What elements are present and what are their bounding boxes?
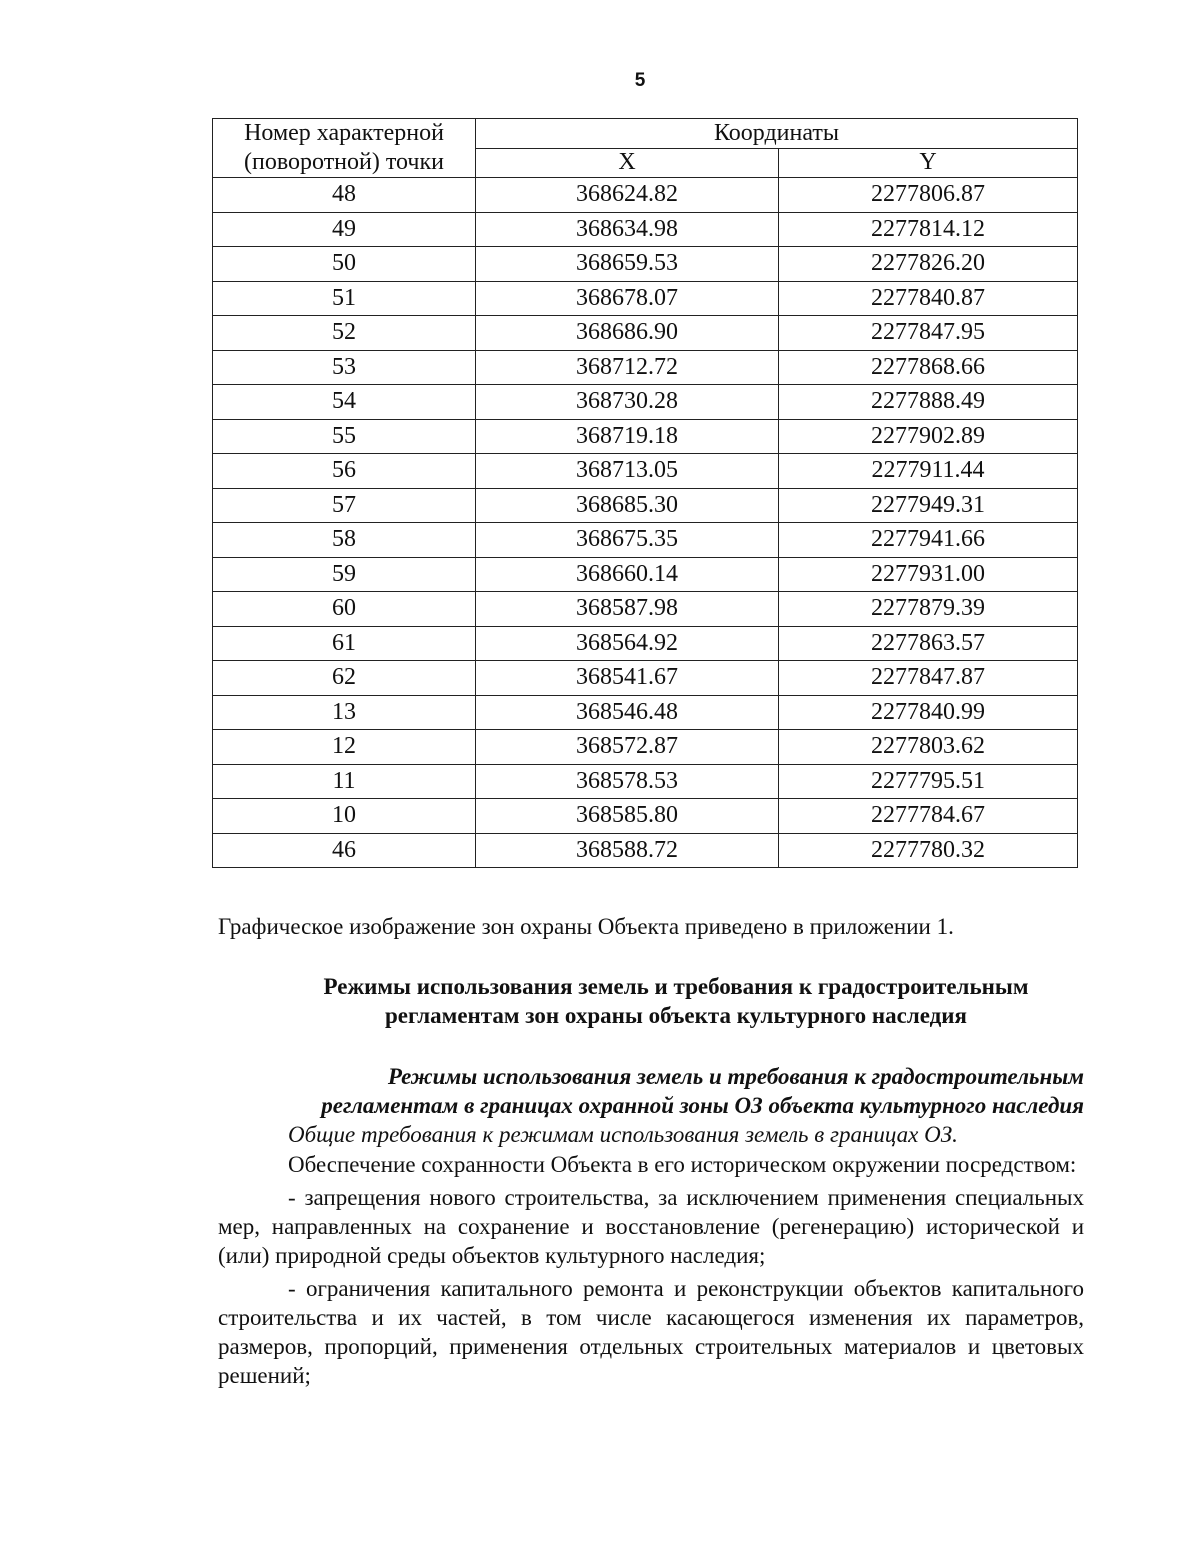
table-row <box>213 488 1078 523</box>
cell-x: 368634.98 <box>476 212 779 247</box>
cell-point: 49 <box>213 212 476 247</box>
table-row <box>213 523 1078 558</box>
x-header: X <box>476 148 779 178</box>
cell-y: 2277784.67 <box>779 799 1078 834</box>
cell-x: 368587.98 <box>476 592 779 627</box>
cell-x: 368659.53 <box>476 247 779 282</box>
table-row <box>213 626 1078 661</box>
cell-x: 368730.28 <box>476 385 779 420</box>
section-heading-line2: регламентам зон охраны объекта культурного наследия <box>384 1003 968 1028</box>
cell-y: 2277949.31 <box>779 488 1078 523</box>
cell-x: 368686.90 <box>476 316 779 351</box>
cell-y: 2277941.66 <box>779 523 1078 558</box>
cell-y: 2277840.99 <box>779 695 1078 730</box>
coordinates-header: Координаты <box>476 119 1078 149</box>
table-row <box>213 764 1078 799</box>
cell-point: 57 <box>213 488 476 523</box>
cell-point: 52 <box>213 316 476 351</box>
point-header-line1: Номер характерной <box>244 120 444 146</box>
cell-y: 2277840.87 <box>779 281 1078 316</box>
cell-point: 59 <box>213 557 476 592</box>
cell-x: 368719.18 <box>476 419 779 454</box>
body-text <box>218 1150 1084 1394</box>
table-row <box>213 212 1078 247</box>
cell-point: 54 <box>213 385 476 420</box>
cell-point: 12 <box>213 730 476 765</box>
cell-y: 2277863.57 <box>779 626 1078 661</box>
cell-point: 62 <box>213 661 476 696</box>
paragraph: Обеспечение сохранности Объекта в его историческом окружении посредством: <box>288 1152 1077 1177</box>
subsection-heading-line1: Режимы использования земель и требования к градостроительным <box>387 1064 1084 1089</box>
section-heading-line1: Режимы использования земель и требования к градостроительным <box>323 974 1029 999</box>
table-row <box>213 557 1078 592</box>
table-row <box>213 454 1078 489</box>
cell-x: 368564.92 <box>476 626 779 661</box>
cell-point: 61 <box>213 626 476 661</box>
paragraph: - ограничения капитального ремонта и реконструкции объектов капитального строительства и их частей, в том числе касающегося изменения их параметров, размеров, пропорций, применения отдельных строительных материалов и цветовых решений; <box>218 1276 1084 1388</box>
table-row <box>213 695 1078 730</box>
table-row <box>213 350 1078 385</box>
cell-x: 368588.72 <box>476 833 779 868</box>
table-row <box>213 661 1078 696</box>
cell-x: 368624.82 <box>476 178 779 213</box>
table-row <box>213 178 1078 213</box>
cell-y: 2277847.95 <box>779 316 1078 351</box>
table-row <box>213 799 1078 834</box>
cell-point: 51 <box>213 281 476 316</box>
cell-point: 10 <box>213 799 476 834</box>
table-row <box>213 385 1078 420</box>
cell-point: 55 <box>213 419 476 454</box>
y-header: Y <box>779 148 1078 178</box>
cell-point: 53 <box>213 350 476 385</box>
cell-point: 50 <box>213 247 476 282</box>
appendix-caption: Графическое изображение зон охраны Объекта приведено в приложении 1. <box>218 914 954 939</box>
cell-y: 2277814.12 <box>779 212 1078 247</box>
cell-y: 2277826.20 <box>779 247 1078 282</box>
coordinates-table <box>212 118 1078 868</box>
table-row <box>213 281 1078 316</box>
point-header-line2: (поворотной) точки <box>244 149 444 175</box>
subsection-heading <box>218 1062 1084 1120</box>
cell-x: 368572.87 <box>476 730 779 765</box>
cell-point: 11 <box>213 764 476 799</box>
cell-y: 2277868.66 <box>779 350 1078 385</box>
cell-y: 2277879.39 <box>779 592 1078 627</box>
section-heading <box>218 972 1084 1030</box>
cell-point: 13 <box>213 695 476 730</box>
point-number-header <box>213 119 476 178</box>
cell-y: 2277888.49 <box>779 385 1078 420</box>
cell-point: 46 <box>213 833 476 868</box>
cell-point: 60 <box>213 592 476 627</box>
cell-y: 2277911.44 <box>779 454 1078 489</box>
cell-x: 368713.05 <box>476 454 779 489</box>
cell-y: 2277780.32 <box>779 833 1078 868</box>
cell-y: 2277806.87 <box>779 178 1078 213</box>
cell-y: 2277803.62 <box>779 730 1078 765</box>
table-row <box>213 730 1078 765</box>
cell-x: 368578.53 <box>476 764 779 799</box>
cell-x: 368685.30 <box>476 488 779 523</box>
cell-y: 2277847.87 <box>779 661 1078 696</box>
cell-x: 368585.80 <box>476 799 779 834</box>
cell-point: 56 <box>213 454 476 489</box>
cell-x: 368660.14 <box>476 557 779 592</box>
paragraph: - запрещения нового строительства, за исключением применения специальных мер, направленных на сохранение и восстановление (регенерацию) исторической и (или) природной среды объектов культурного наследия; <box>218 1185 1084 1268</box>
general-requirements-heading: Общие требования к режимам использования земель в границах ОЗ. <box>288 1122 958 1147</box>
page-number: 5 <box>634 70 646 91</box>
cell-x: 368541.67 <box>476 661 779 696</box>
table-row <box>213 316 1078 351</box>
table-row <box>213 247 1078 282</box>
cell-x: 368712.72 <box>476 350 779 385</box>
table-body <box>213 178 1078 868</box>
cell-y: 2277902.89 <box>779 419 1078 454</box>
cell-y: 2277795.51 <box>779 764 1078 799</box>
cell-point: 48 <box>213 178 476 213</box>
table-row <box>213 592 1078 627</box>
subsection-heading-line2: регламентам в границах охранной зоны ОЗ объекта культурного наследия <box>321 1093 1084 1118</box>
cell-point: 58 <box>213 523 476 558</box>
cell-x: 368675.35 <box>476 523 779 558</box>
cell-x: 368678.07 <box>476 281 779 316</box>
table-row <box>213 419 1078 454</box>
table-row <box>213 833 1078 868</box>
cell-y: 2277931.00 <box>779 557 1078 592</box>
cell-x: 368546.48 <box>476 695 779 730</box>
